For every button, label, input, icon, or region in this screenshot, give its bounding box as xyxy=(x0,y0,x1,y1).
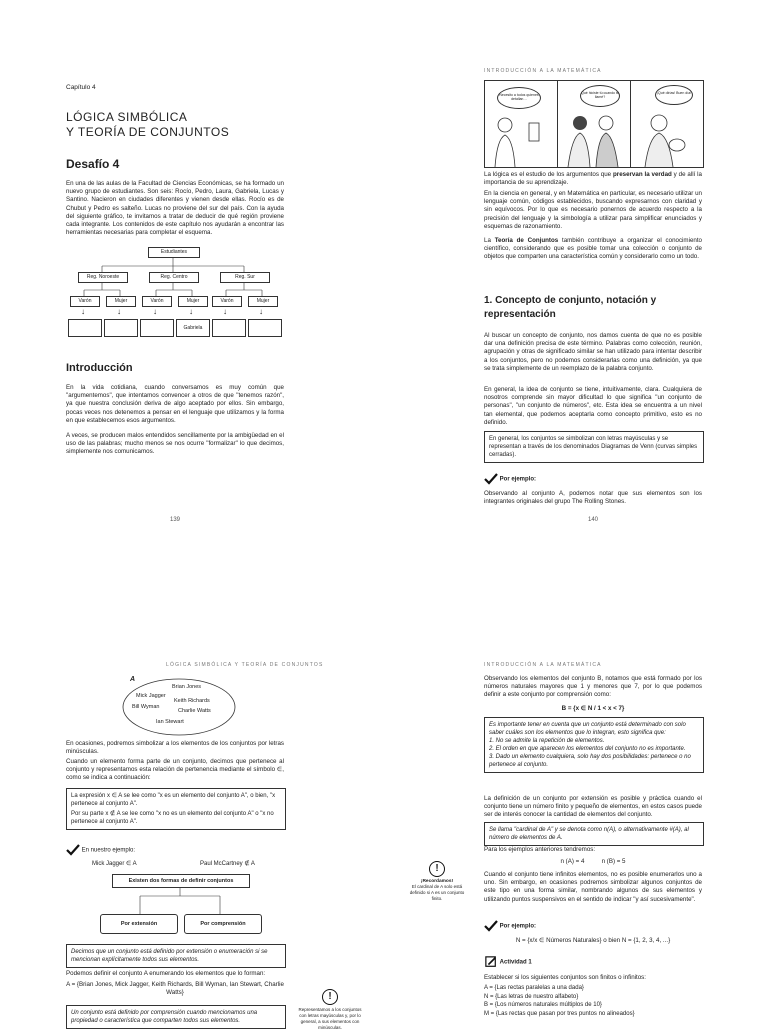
tree-gender: Mujer xyxy=(178,296,208,307)
tree-gender: Varón xyxy=(212,296,242,307)
desafio-title: Desafío 4 xyxy=(66,157,120,171)
chapter-title-line1: LÓGICA SIMBÓLICA xyxy=(66,110,188,124)
tree-region-noroeste: Reg. Noroeste xyxy=(78,272,128,283)
set-n-definition: N = {x/x ∈ Números Naturales} o bien N = {1, 2, 3, 4, ...} xyxy=(515,937,671,944)
example-heading xyxy=(484,920,536,932)
tree-gender: Mujer xyxy=(248,296,278,307)
reminder-title: ¡Recordamos! xyxy=(420,879,454,884)
checkmark-icon xyxy=(66,844,80,856)
chapter-label: Capítulo 4 xyxy=(66,84,96,91)
running-header: LÓGICA SIMBÓLICA Y TEORÍA DE CONJUNTOS xyxy=(166,662,324,668)
down-arrow-icon: ↓ xyxy=(223,307,227,316)
side-note-text: Representamos a los conjuntos con letras mayúsculas y, por lo general, a sus elementos con minúsculas. xyxy=(298,1007,362,1030)
comic-panel xyxy=(485,81,558,167)
example-member: Mick Jagger ∈ A xyxy=(92,861,137,867)
infinite-paragraph: Cuando el conjunto tiene infinitos elementos, no es posible enumerarlos uno a uno. Sin embargo, en ocasiones podremos simbolizar algunos conjuntos de este tipo en una forma similar, nombrando algunos de sus elementos y utilizando puntos suspensivos en el sentido de indicar "y así sucesivamente". xyxy=(484,871,702,903)
chapter-title-line2: Y TEORÍA DE CONJUNTOS xyxy=(66,125,230,139)
enumeration-paragraph: Podemos definir el conjunto A enumerando los elementos que lo forman: xyxy=(66,970,266,977)
extension-definition-box: Decimos que un conjunto está definido por extensión o enumeración si se mencionan explícitamente todos sus elementos. xyxy=(66,944,286,968)
reminder-note xyxy=(404,858,470,902)
property-item: 2. El orden en que aparecen los elementos del conjunto no es importante. xyxy=(489,746,686,752)
intro-title: Introducción xyxy=(66,362,133,374)
logic-paragraph: La lógica es el estudio de los argumentos que preservan la verdad y de allí la importancia de su aprendizaje. xyxy=(484,171,702,187)
set-properties-box xyxy=(484,717,704,773)
example-heading xyxy=(66,844,135,856)
down-arrow-icon: ↓ xyxy=(153,307,157,316)
tree-gender: Varón xyxy=(142,296,172,307)
tree-root: Estudiantes xyxy=(148,247,200,258)
reminder-text: El cardinal de A solo está definido si A es un conjunto finito. xyxy=(409,884,465,901)
answer-slot[interactable] xyxy=(68,319,102,337)
tree-gender: Varón xyxy=(70,296,100,307)
membership-paragraph: Cuando un elemento forma parte de un conjunto, decimos que pertenece al conjunto y representamos esta relación de pertenencia mediante el símbolo ∈, como se indica a continuación: xyxy=(66,758,284,782)
example-label: Por ejemplo: xyxy=(499,923,537,930)
comic-panel xyxy=(558,81,631,167)
answer-slot[interactable] xyxy=(212,319,246,337)
venn-member: Charlie Watts xyxy=(178,708,211,714)
tree-gender: Mujer xyxy=(106,296,136,307)
venn-member: Brian Jones xyxy=(172,684,202,690)
comic-panel xyxy=(631,81,703,167)
intro-paragraph-2: A veces, se producen malos entendidos sencillamente por la ambigüedad en el uso de las palabras; mucho menos se nos ocurre "formalizar" lo que decimos, simplemente nos comunicamos. xyxy=(66,432,284,456)
venn-diagram xyxy=(120,676,238,738)
set-a-definition: A = {Brian Jones, Mick Jagger, Keith Richards, Bill Wyman, Ian Stewart, Charlie Watts} xyxy=(66,981,284,997)
properties-intro: Es importante tener en cuenta que un conjunto está determinado con solo saber cuáles son los elementos que lo integran, esto significa que: xyxy=(489,722,686,736)
comic-strip xyxy=(484,80,704,168)
venn-label: A xyxy=(130,676,136,683)
lowercase-paragraph: En ocasiones, podremos simbolizar a los elementos de los conjuntos por letras minúsculas. xyxy=(66,740,284,756)
speech-bubble: Qué hiciste tú cuando te llamé? xyxy=(580,85,620,107)
activity-list xyxy=(484,984,702,1018)
running-header: INTRODUCCIÓN A LA MATEMÁTICA xyxy=(484,662,602,668)
example-paragraph: Observando al conjunto A, podemos notar que sus elementos son los integrantes originales del grupo The Rolling Stones. xyxy=(484,490,702,506)
set-b-paragraph: Observando los elementos del conjunto B, notamos que está formado por los números naturales mayores que 1 y menores que 7, por lo que podemos definir a este conjunto por comprensión como: xyxy=(484,675,702,699)
venn-member: Bill Wyman xyxy=(132,704,160,710)
venn-member: Mick Jagger xyxy=(136,693,166,699)
property-item: 3. Dado un elemento cualquiera, solo hay dos posibilidades: pertenece o no pertenece al conjunto. xyxy=(489,754,691,768)
exclamation-icon: ! xyxy=(322,989,338,1005)
concept-paragraph-2: En general, la idea de conjunto se tiene, intuitivamente, clara. Cualquiera de nosotros comprende sin mayor dificultad lo que significa "un conjunto de personas", "un conjunto de números", etc. Esta idea se encuentra a un nivel tan elemental, que podemos aceptarla como concepto primitivo, esto es no definido. xyxy=(484,386,702,426)
checkmark-icon xyxy=(484,473,498,485)
definition-box: En general, los conjuntos se simbolizan con letras mayúsculas y se representan a través de los denominados Diagramas de Venn (curvas simples cerradas). xyxy=(484,431,704,463)
tree-region-centro: Reg. Centro xyxy=(149,272,199,283)
set-b-definition: B = {x ∈ N / 1 < x < 7} xyxy=(561,705,625,712)
down-arrow-icon: ↓ xyxy=(81,307,85,316)
activity-heading xyxy=(484,956,532,968)
list-item: M = {Las rectas que pasan por tres puntos no alineados} xyxy=(484,1010,635,1017)
activity-label: Actividad 1 xyxy=(499,959,532,966)
desafio-text: En una de las aulas de la Facultad de Ciencias Económicas, se ha formado un nuevo grupo de estudiantes. Son seis: Rocío, Pedro, Laura, Gabriela, Lucas y Santino. Nacieron en ciudades diferentes y vienen desde ellas. Rocío es de Chubut y Pedro es salteño. Lucas no proviene del sur del país. Con la ayuda del siguiente gráfico, te invitamos a tratar de deducir de qué región proviene cada integrante. Los contenidos de este capítulo nos ayudarán a encontrar las herramientas necesarias para completar el esquema. xyxy=(66,180,284,237)
venn-member: Ian Stewart xyxy=(156,719,184,725)
speech-bubble: Necesito a todos quienes detallan… xyxy=(497,87,541,109)
list-item: A = {Las rectas paralelas a una dada} xyxy=(484,985,584,991)
intro-paragraph-1: En la vida cotidiana, cuando conversamos es muy común que "argumentemos", que intentamos convencer a otros de que "tenemos razón", ya que nuestra conclusión deriva de algo aceptado por ellos. Sin embargo, pocas veces nos detenemos a pensar en el lenguaje que utilizamos y la forma en que establecemos esos argumentos. xyxy=(66,384,284,424)
answer-slot-filled: Gabriela xyxy=(176,319,210,337)
form-extension: Por extensión xyxy=(100,914,178,934)
people-illustration-icon xyxy=(558,81,630,167)
cardinal-values: n (A) = 4 n (B) = 5 xyxy=(560,858,626,865)
down-arrow-icon: ↓ xyxy=(259,307,263,316)
forms-diagram xyxy=(100,872,260,938)
forms-title: Existen dos formas de definir conjuntos xyxy=(112,874,250,888)
side-note xyxy=(298,986,362,1031)
example-label: Por ejemplo: xyxy=(499,476,537,483)
region-tree xyxy=(66,244,284,344)
chapter-title xyxy=(66,110,229,140)
examples-intro: Para los ejemplos anteriores tendremos: xyxy=(484,846,596,853)
finite-paragraph: La definición de un conjunto por extensión es posible y práctica cuando el conjunto tiene un número finito y pequeño de elementos, en estos casos puede ser de interés conocer la cantidad de elementos del conjunto. xyxy=(484,795,702,819)
page-142 xyxy=(384,512,768,1024)
venn-member: Keith Richards xyxy=(174,698,210,704)
tree-region-sur: Reg. Sur xyxy=(220,272,270,283)
list-item: N = {Las letras de nuestro alfabeto} xyxy=(484,993,579,1000)
example-non-member: Paul McCartney ∉ A xyxy=(200,861,255,867)
page-number: 139 xyxy=(170,517,181,523)
checkmark-icon xyxy=(484,920,498,932)
exclamation-icon: ! xyxy=(429,861,445,877)
person-illustration-icon xyxy=(485,81,557,167)
section-title: 1. Concepto de conjunto, notación y representación xyxy=(484,295,657,320)
science-paragraph: En la ciencia en general, y en Matemática en particular, es necesario utilizar un lenguaje común, códigos establecidos, buscando expresarnos con claridad y sin equívocos. Por lo que es necesario ponernos de acuerdo respecto a la precisión del lenguaje y la simbología a utilizar para simplificar enunciados y esquemas de razonamiento. xyxy=(484,190,702,230)
speech-bubble: ¡Qué dirías! Buen día! xyxy=(655,85,693,105)
property-item: 1. No se admite la repetición de elementos. xyxy=(489,738,605,744)
membership-box xyxy=(66,788,286,830)
list-item: B = {Los números naturales múltiplos de 10} xyxy=(484,1002,602,1008)
form-comprehension: Por comprensión xyxy=(184,914,262,934)
down-arrow-icon: ↓ xyxy=(117,307,121,316)
answer-slot[interactable] xyxy=(140,319,174,337)
example-label: En nuestro ejemplo: xyxy=(81,847,136,854)
answer-slot[interactable] xyxy=(104,319,138,337)
example-heading xyxy=(484,473,536,485)
cardinal-definition-box: Se llama "cardinal de A" y se denota como n(A), o alternativamente #(A), al número de elementos de A. xyxy=(484,822,704,846)
pencil-icon xyxy=(484,956,498,968)
concept-paragraph-1: Al buscar un concepto de conjunto, nos damos cuenta de que no es posible dar una definición precisa de este término. Palabras como colección, reunión, agrupación y otras de significado similar se han utilizado para intentar describir a los conjuntos, pero no podemos considerarlas como una definición, ya que se trata simplemente de un reemplazo de la palabra conjunto. xyxy=(484,332,702,372)
page-number: 140 xyxy=(588,517,599,523)
page-140 xyxy=(384,0,768,523)
down-arrow-icon: ↓ xyxy=(189,307,193,316)
set-theory-paragraph: La Teoría de Conjuntos también contribuye a organizar el conocimiento científico, considerando que es posible tomar una colección o conjunto de objetos que comparten una característica común y considerarlo como un todo. xyxy=(484,237,702,261)
page-141 xyxy=(0,512,384,1030)
activity-intro: Establecer si los siguientes conjuntos son finitos o infinitos: xyxy=(484,974,646,981)
person-with-dog-illustration-icon xyxy=(631,81,703,167)
comprehension-definition-box: Un conjunto está definido por comprensión cuando mencionamos una propiedad o característica que comparten todos sus elementos. xyxy=(66,1005,286,1029)
membership-rule-2: Por su parte x ∉ A se lee como "x no es un elemento del conjunto A" o "x no pertenece al conjunto A". xyxy=(71,811,274,825)
answer-slot[interactable] xyxy=(248,319,282,337)
membership-rule-1: La expresión x ∈ A se lee como "x es un elemento del conjunto A", o bien, "x pertenece al conjunto A". xyxy=(71,793,276,807)
page-139 xyxy=(0,0,384,523)
running-header: INTRODUCCIÓN A LA MATEMÁTICA xyxy=(484,68,602,74)
